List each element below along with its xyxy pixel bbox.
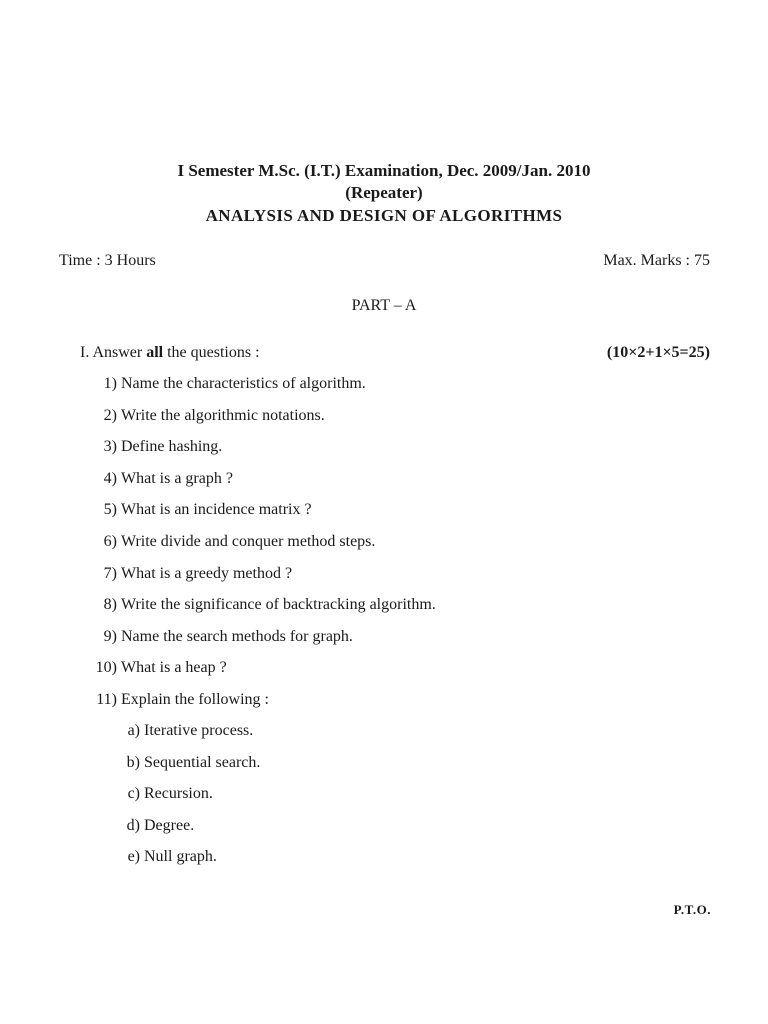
subquestion-item [0,784,768,816]
time-allowed: Time : 3 Hours [59,252,156,269]
question-number: 1) [103,375,117,392]
question-list [0,374,768,722]
question-number: 6) [103,532,117,550]
subquestion-letter: b) [126,753,140,771]
question-text: Explain the following : [121,690,269,708]
section-marks: (10×2+1×5=25) [606,344,710,361]
question-item [0,500,768,532]
question-item [0,627,768,659]
question-text: Write the algorithmic notations. [121,406,325,424]
question-item [0,406,768,438]
instruction-prefix: Answer [92,344,143,361]
question-number: 7) [103,564,117,582]
question-number: 10) [95,659,117,677]
subquestion-item [0,721,768,753]
subquestion-text: Recursion. [144,785,213,803]
question-text: What is a graph ? [121,469,233,487]
max-marks: Max. Marks : 75 [603,252,710,269]
subquestion-list [0,721,768,879]
subquestion-letter: a) [127,722,140,739]
subquestion-text: Null graph. [144,848,217,866]
subquestion-text: Degree. [144,816,195,834]
question-item [0,658,768,690]
instruction-suffix: the questions : [167,344,260,361]
question-text: What is an incidence matrix ? [121,501,312,519]
question-number: 5) [103,501,117,519]
exam-subtitle: (Repeater) [345,183,423,202]
question-text: Name the characteristics of algorithm. [121,375,366,392]
question-item [0,469,768,501]
question-number: 2) [103,406,117,424]
instruction-emphasis: all [146,344,164,361]
subquestion-text: Iterative process. [144,722,254,739]
instruction-text [80,343,260,363]
question-item [0,595,768,627]
part-heading: PART – A [351,297,417,314]
subquestion-item [0,847,768,879]
question-text: Write divide and conquer method steps. [121,532,376,550]
subquestion-letter: c) [127,785,140,803]
question-text: Define hashing. [121,438,223,456]
question-item [0,532,768,564]
question-number: 9) [103,627,117,645]
subquestion-text: Sequential search. [144,753,261,771]
subquestion-letter: d) [126,816,140,834]
subject-title: ANALYSIS AND DESIGN OF ALGORITHMS [205,206,563,225]
instruction-number: I. [80,344,90,361]
question-number: 8) [103,596,117,614]
question-text: Name the search methods for graph. [121,627,353,645]
question-number: 4) [103,469,117,487]
question-item [0,690,768,722]
subquestion-item [0,816,768,848]
question-text: Write the significance of backtracking algorithm. [121,596,436,614]
subquestion-item [0,753,768,785]
subquestion-letter: e) [127,848,140,866]
exam-title: I Semester M.Sc. (I.T.) Examination, Dec. 2009/Jan. 2010 [177,161,591,180]
question-number: 11) [96,690,117,708]
please-turn-over: P.T.O. [673,902,711,917]
question-item [0,437,768,469]
question-number: 3) [103,438,117,456]
question-text: What is a greedy method ? [121,564,293,582]
question-text: What is a heap ? [121,659,227,677]
question-item [0,374,768,406]
question-item [0,564,768,596]
